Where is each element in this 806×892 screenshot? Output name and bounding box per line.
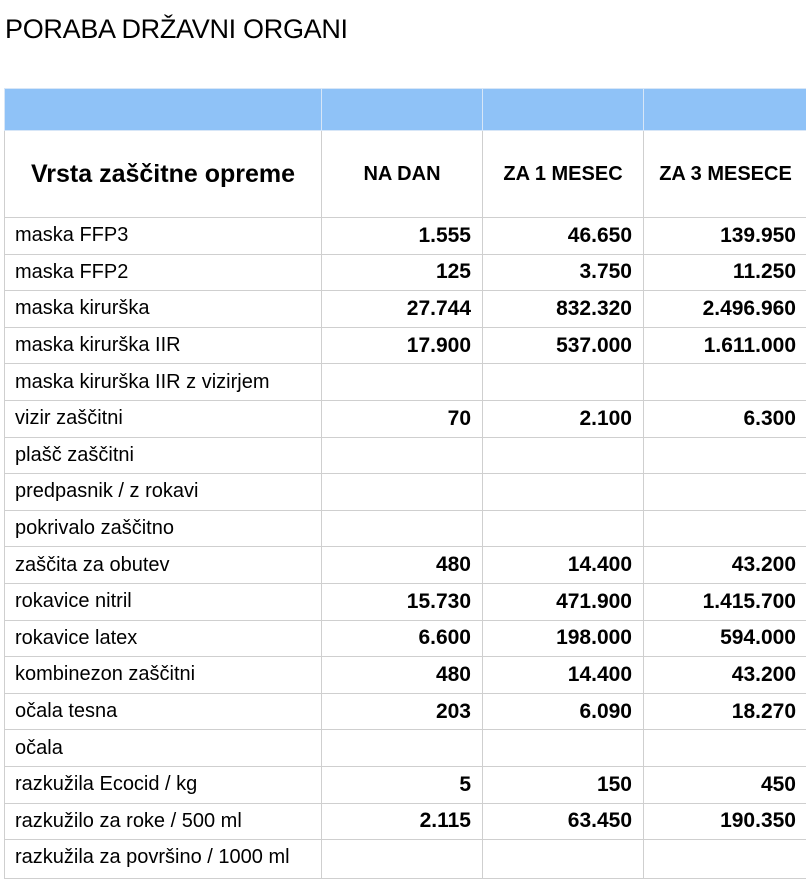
per-month-cell[interactable] — [483, 730, 644, 767]
table-row — [5, 766, 806, 803]
header-band-cell[interactable] — [644, 89, 806, 131]
column-header-item[interactable]: Vrsta zaščitne opreme — [5, 131, 322, 218]
item-cell[interactable]: maska kirurška IIR — [5, 327, 322, 364]
per-day-cell[interactable]: 480 — [322, 657, 483, 694]
item-cell[interactable]: očala — [5, 730, 322, 767]
item-cell[interactable]: razkužila za površino / 1000 ml — [5, 840, 322, 879]
table-row — [5, 803, 806, 840]
per-day-cell[interactable]: 2.115 — [322, 803, 483, 840]
per-month-cell[interactable]: 150 — [483, 766, 644, 803]
column-header-per-month[interactable]: ZA 1 MESEC — [483, 131, 644, 218]
per-month-cell[interactable]: 198.000 — [483, 620, 644, 657]
item-cell[interactable]: razkužilo za roke / 500 ml — [5, 803, 322, 840]
item-cell[interactable]: maska FFP3 — [5, 218, 322, 255]
item-cell[interactable]: plašč zaščitni — [5, 437, 322, 474]
per-3months-cell[interactable]: 139.950 — [644, 218, 806, 255]
per-day-cell[interactable] — [322, 730, 483, 767]
item-cell[interactable]: predpasnik / z rokavi — [5, 474, 322, 511]
per-3months-cell[interactable]: 18.270 — [644, 693, 806, 730]
table-row — [5, 400, 806, 437]
per-3months-cell[interactable]: 11.250 — [644, 254, 806, 291]
per-day-cell[interactable]: 27.744 — [322, 291, 483, 328]
table-row — [5, 840, 806, 879]
table-row — [5, 657, 806, 694]
per-day-cell[interactable] — [322, 840, 483, 879]
per-3months-cell[interactable] — [644, 730, 806, 767]
per-day-cell[interactable] — [322, 474, 483, 511]
table-row — [5, 327, 806, 364]
table-row — [5, 620, 806, 657]
table-row — [5, 218, 806, 255]
per-3months-cell[interactable]: 43.200 — [644, 657, 806, 694]
table-row — [5, 547, 806, 584]
per-month-cell[interactable]: 2.100 — [483, 400, 644, 437]
column-header-per-day[interactable]: NA DAN — [322, 131, 483, 218]
item-cell[interactable]: maska kirurška — [5, 291, 322, 328]
per-3months-cell[interactable] — [644, 364, 806, 401]
per-day-cell[interactable] — [322, 437, 483, 474]
table-row — [5, 583, 806, 620]
per-month-cell[interactable] — [483, 364, 644, 401]
table-row — [5, 730, 806, 767]
column-header-per-3months[interactable]: ZA 3 MESECE — [644, 131, 806, 218]
per-3months-cell[interactable]: 1.611.000 — [644, 327, 806, 364]
table-row — [5, 254, 806, 291]
per-day-cell[interactable] — [322, 364, 483, 401]
table-row — [5, 364, 806, 401]
per-month-cell[interactable]: 6.090 — [483, 693, 644, 730]
table-row — [5, 510, 806, 547]
per-month-cell[interactable]: 832.320 — [483, 291, 644, 328]
per-3months-cell[interactable]: 43.200 — [644, 547, 806, 584]
per-month-cell[interactable] — [483, 474, 644, 511]
per-month-cell[interactable]: 14.400 — [483, 547, 644, 584]
per-month-cell[interactable]: 14.400 — [483, 657, 644, 694]
consumption-table — [4, 88, 806, 879]
per-month-cell[interactable] — [483, 510, 644, 547]
per-day-cell[interactable]: 1.555 — [322, 218, 483, 255]
per-day-cell[interactable]: 70 — [322, 400, 483, 437]
per-month-cell[interactable]: 471.900 — [483, 583, 644, 620]
item-cell[interactable]: pokrivalo zaščitno — [5, 510, 322, 547]
table-row — [5, 693, 806, 730]
per-month-cell[interactable]: 63.450 — [483, 803, 644, 840]
item-cell[interactable]: kombinezon zaščitni — [5, 657, 322, 694]
item-cell[interactable]: razkužila Ecocid / kg — [5, 766, 322, 803]
table-row — [5, 291, 806, 328]
per-3months-cell[interactable] — [644, 474, 806, 511]
per-month-cell[interactable]: 3.750 — [483, 254, 644, 291]
per-3months-cell[interactable]: 6.300 — [644, 400, 806, 437]
per-day-cell[interactable]: 6.600 — [322, 620, 483, 657]
item-cell[interactable]: maska kirurška IIR z vizirjem — [5, 364, 322, 401]
item-cell[interactable]: maska FFP2 — [5, 254, 322, 291]
per-3months-cell[interactable] — [644, 510, 806, 547]
header-band-cell[interactable] — [322, 89, 483, 131]
item-cell[interactable]: vizir zaščitni — [5, 400, 322, 437]
per-day-cell[interactable] — [322, 510, 483, 547]
per-month-cell[interactable]: 537.000 — [483, 327, 644, 364]
per-3months-cell[interactable]: 1.415.700 — [644, 583, 806, 620]
column-header-row — [5, 131, 806, 218]
per-3months-cell[interactable] — [644, 840, 806, 879]
table-row — [5, 474, 806, 511]
page-title: PORABA DRŽAVNI ORGANI — [5, 14, 348, 44]
per-month-cell[interactable]: 46.650 — [483, 218, 644, 255]
item-cell[interactable]: zaščita za obutev — [5, 547, 322, 584]
per-day-cell[interactable]: 203 — [322, 693, 483, 730]
per-day-cell[interactable]: 17.900 — [322, 327, 483, 364]
header-band-cell[interactable] — [483, 89, 644, 131]
item-cell[interactable]: očala tesna — [5, 693, 322, 730]
per-day-cell[interactable]: 15.730 — [322, 583, 483, 620]
per-day-cell[interactable]: 125 — [322, 254, 483, 291]
item-cell[interactable]: rokavice latex — [5, 620, 322, 657]
per-3months-cell[interactable]: 2.496.960 — [644, 291, 806, 328]
header-band — [5, 89, 806, 131]
per-day-cell[interactable]: 5 — [322, 766, 483, 803]
per-3months-cell[interactable]: 190.350 — [644, 803, 806, 840]
per-month-cell[interactable] — [483, 437, 644, 474]
item-cell[interactable]: rokavice nitril — [5, 583, 322, 620]
per-day-cell[interactable]: 480 — [322, 547, 483, 584]
per-3months-cell[interactable] — [644, 437, 806, 474]
table-row — [5, 437, 806, 474]
per-3months-cell[interactable]: 450 — [644, 766, 806, 803]
per-month-cell[interactable] — [483, 840, 644, 879]
header-band-cell[interactable] — [5, 89, 322, 131]
per-3months-cell[interactable]: 594.000 — [644, 620, 806, 657]
